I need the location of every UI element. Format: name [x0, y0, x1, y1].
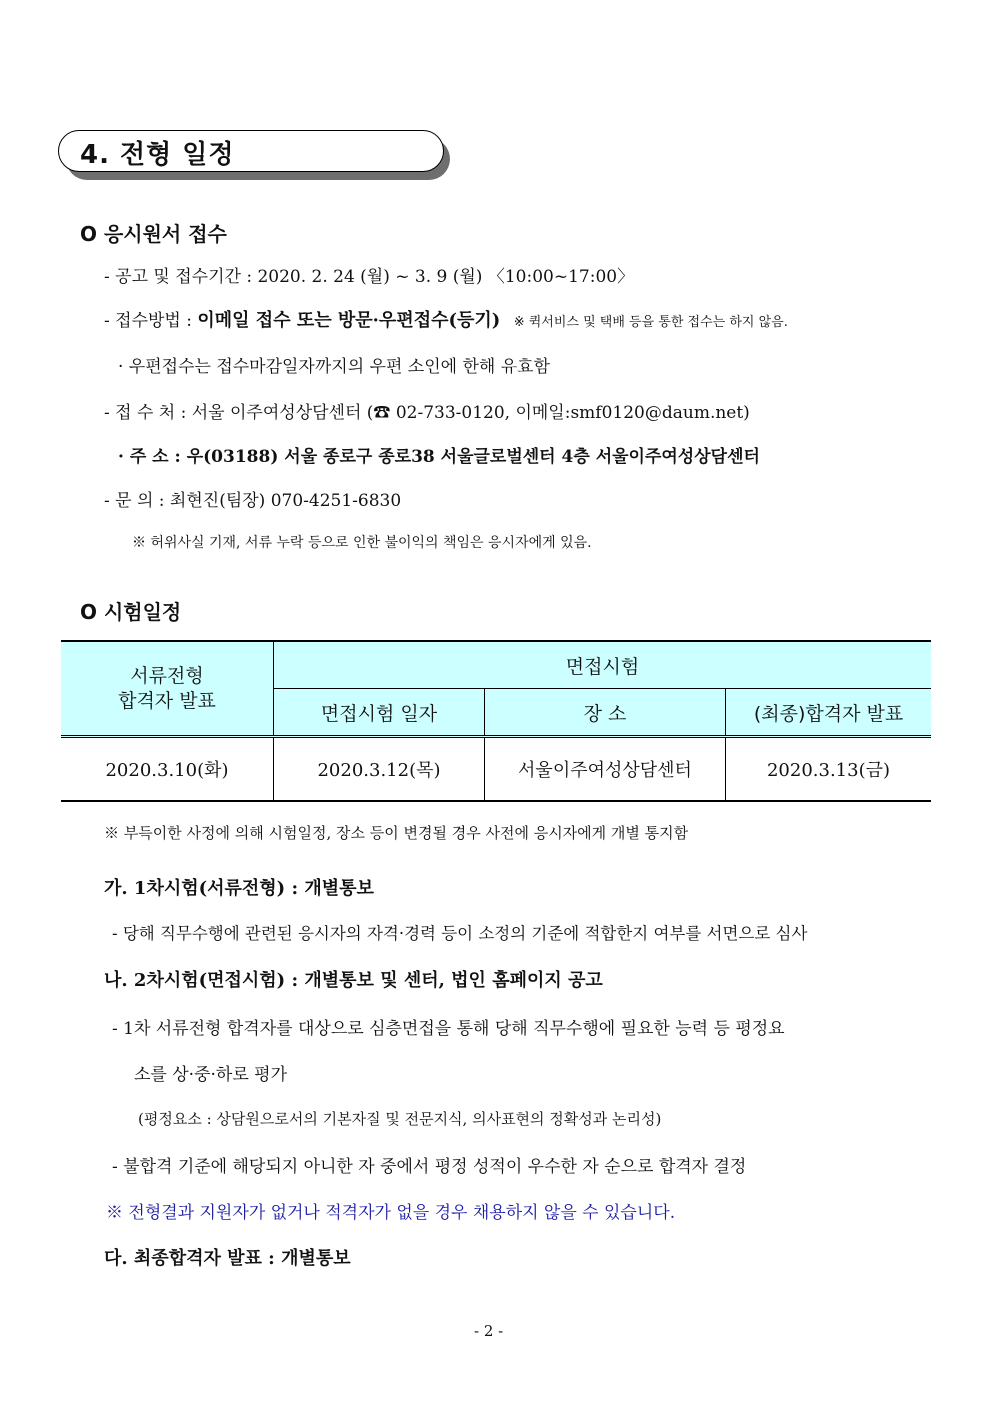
method-note: ※ 퀵서비스 및 택배 등을 통한 접수는 하지 않음. [513, 315, 788, 330]
false-info-note: ※ 허위사실 기재, 서류 누락 등으로 인한 불이익의 책임은 응시자에게 있음. [132, 535, 592, 551]
application-period: - 공고 및 접수기간 : 2020. 2. 24 (월) ~ 3. 9 (월) 〈10:00~17:00〉 [104, 267, 635, 287]
header-final-result: (최종)합격자 발표 [726, 689, 932, 737]
step-na-desc-1: - 1차 서류전형 합격자를 대상으로 심층면접을 통해 당해 직무수행에 필요한 능력 등 평정요 [112, 1019, 785, 1039]
cell-final-result-date: 2020.3.13(금) [726, 737, 932, 802]
header-interview-date: 면접시험 일자 [274, 689, 485, 737]
cell-location: 서울이주여성상담센터 [485, 737, 726, 802]
blue-notice: ※ 전형결과 지원자가 없거나 적격자가 없을 경우 채용하지 않을 수 있습니다. [106, 1203, 676, 1223]
application-address: · 주 소 : 우(03188) 서울 종로구 종로38 서울글로벌센터 4층 서울이주여성상담센터 [118, 447, 760, 467]
exam-schedule-table [61, 640, 931, 802]
postal-note: · 우편접수는 접수마감일자까지의 우편 소인에 한해 유효함 [118, 357, 550, 377]
cell-interview-date: 2020.3.12(목) [274, 737, 485, 802]
application-heading: O 응시원서 접수 [80, 222, 227, 246]
header-location: 장 소 [485, 689, 726, 737]
schedule-change-note: ※ 부득이한 사정에 의해 시험일정, 장소 등이 변경될 경우 사전에 응시자에게 개별 통지함 [104, 824, 689, 842]
exam-heading: O 시험일정 [80, 600, 182, 624]
page-number: - 2 - [474, 1322, 504, 1340]
method-value: 이메일 접수 또는 방문·우편접수(등기) [197, 310, 501, 331]
application-office: - 접 수 처 : 서울 이주여성상담센터 (☎ 02-733-0120, 이메일:smf0120@daum.net) [104, 403, 750, 423]
step-na-fail: - 불합격 기준에 해당되지 아니한 자 중에서 평정 성적이 우수한 자 순으로 합격자 결정 [112, 1157, 747, 1177]
method-label: - 접수방법 : [104, 311, 198, 331]
step-ga-title: 가. 1차시험(서류전형) : 개별통보 [104, 878, 374, 899]
step-da-title: 다. 최종합격자 발표 : 개별통보 [104, 1248, 351, 1269]
step-na-factors: (평정요소 : 상담원으로서의 기본자질 및 전문지식, 의사표현의 정확성과 논리성) [138, 1110, 662, 1128]
application-contact: - 문 의 : 최현진(팀장) 070-4251-6830 [104, 491, 402, 511]
step-na-desc-2: 소를 상·중·하로 평가 [134, 1065, 287, 1085]
header-interview-group: 면접시험 [274, 641, 932, 689]
cell-doc-result-date: 2020.3.10(화) [61, 737, 274, 802]
step-na-title: 나. 2차시험(면접시험) : 개별통보 및 센터, 법인 홈페이지 공고 [104, 970, 603, 991]
header-doc-result: 서류전형 합격자 발표 [61, 641, 274, 737]
step-ga-desc: - 당해 직무수행에 관련된 응시자의 자격·경력 등이 소정의 기준에 적합한지 여부를 서면으로 심사 [112, 924, 808, 943]
section-title: 4. 전형 일정 [80, 140, 235, 170]
application-method [104, 306, 788, 332]
